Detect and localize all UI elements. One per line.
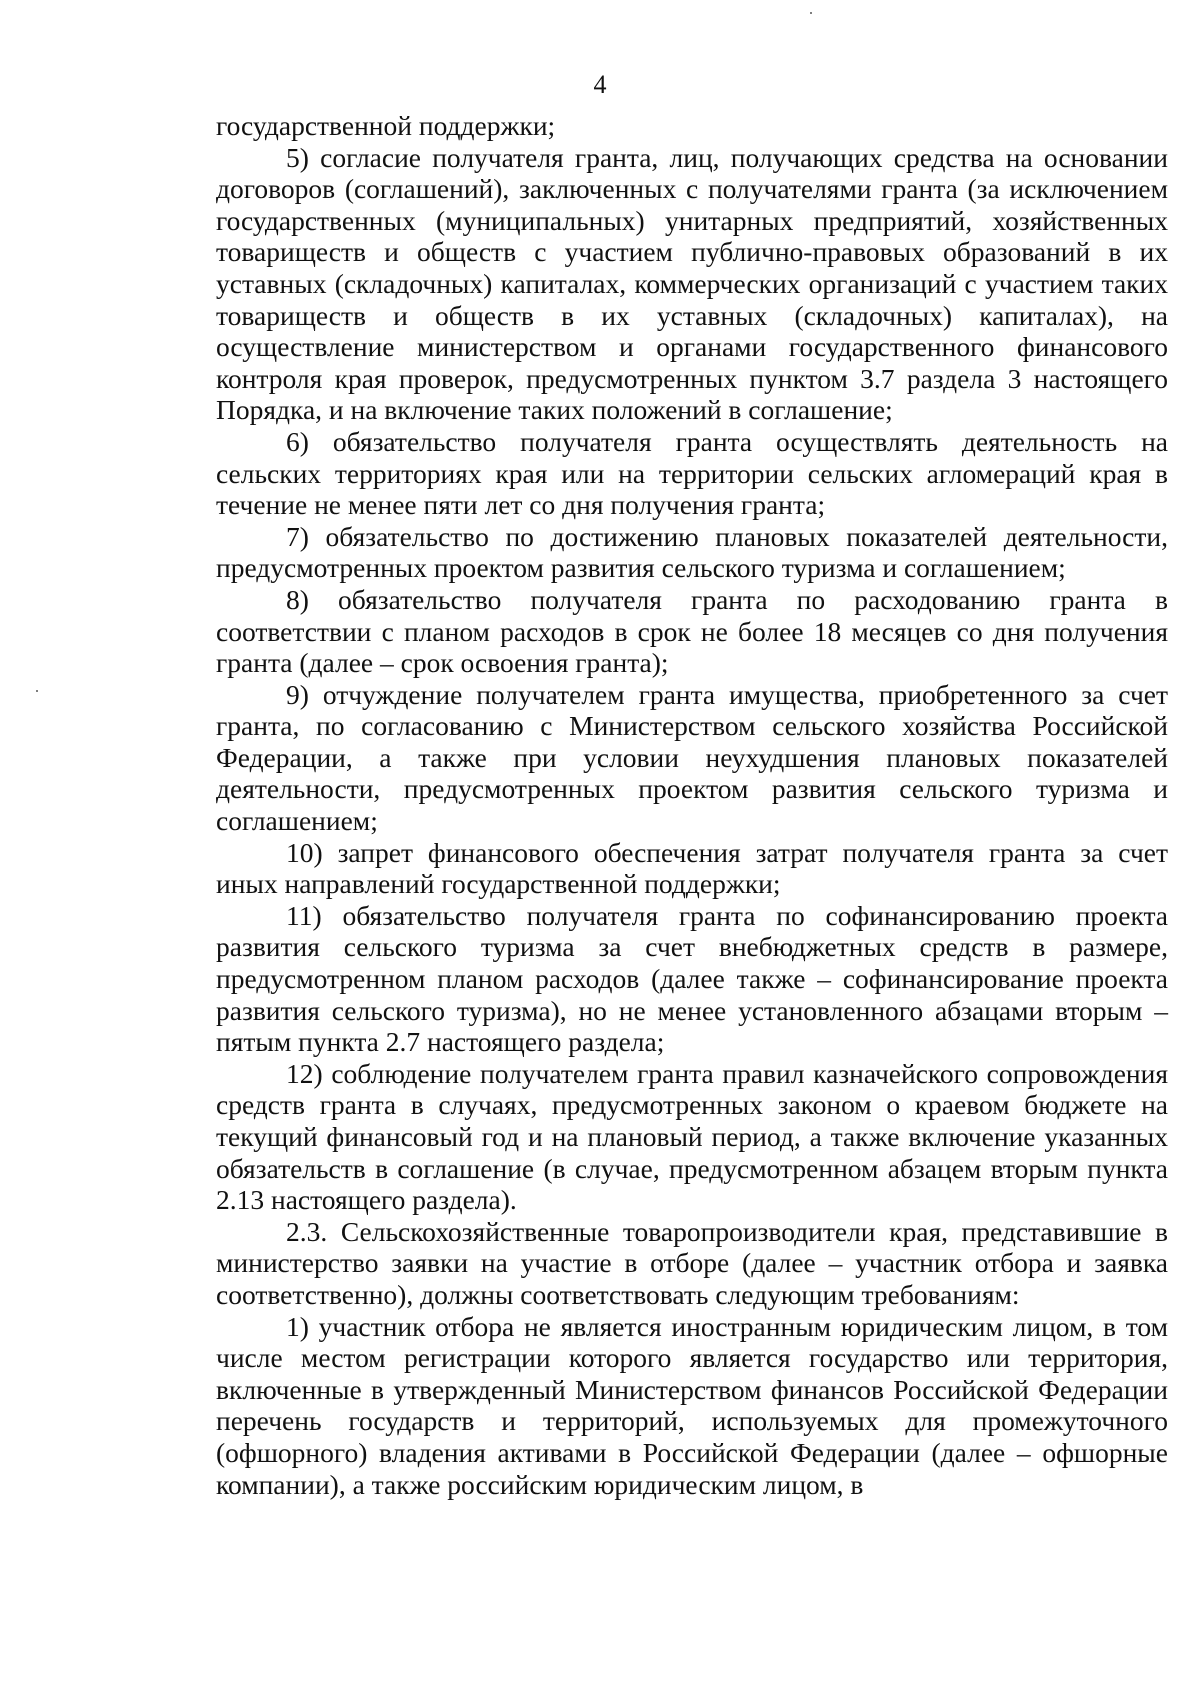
paragraph-item-12: 12) соблюдение получателем гранта правил казначейского сопровождения средств гранта в случаях, предусмотренных законом о краевом бюджете на текущий финансовый год и на плановый период, а также включение указанных обязательств в соглашение (в случае, предусмотренном абзацем вторым пункта 2.13 настоящего раздела). <box>216 1057 1168 1216</box>
paragraph-item-8: 8) обязательство получателя гранта по расходованию гранта в соответствии с планом расходов в срок не более 18 месяцев со дня получения гранта (далее – срок освоения гранта); <box>216 583 1168 679</box>
paragraph-item-10: 10) запрет финансового обеспечения затрат получателя гранта за счет иных направлений государственной поддержки; <box>216 836 1168 900</box>
paragraph-item-9: 9) отчуждение получателем гранта имущества, приобретенного за счет гранта, по согласованию с Министерством сельского хозяйства Российской Федерации, а также при условии неухудшения плановых показателей деятельности, предусмотренных проектом развития сельского туризма и соглашением; <box>216 678 1168 837</box>
scan-speck <box>36 690 38 692</box>
paragraph-section-2-3: 2.3. Сельскохозяйственные товаропроизводители края, представившие в министерство заявки на участие в отборе (далее – участник отбора и заявка соответственно), должны соответствовать следующим требованиям: <box>216 1215 1168 1310</box>
paragraph-continuation: государственной поддержки; <box>216 110 556 141</box>
paragraph-item-5: 5) согласие получателя гранта, лиц, получающих средства на основании договоров (соглашений), заключенных с получателями гранта (за исключением государственных (муниципальных) унитарных предприятий, хозяйственных товариществ и обществ с участием публично-правовых образований в их уставных (складочных) капиталах, коммерческих организаций с участием таких товариществ и обществ в их уставных (складочных) капиталах), на осуществление министерством и органами государственного финансового контроля края проверок, предусмотренных пунктом 3.7 раздела 3 настоящего Порядка, и на включение таких положений в соглашение; <box>216 141 1168 426</box>
paragraph-item-11: 11) обязательство получателя гранта по софинансированию проекта развития сельского туризма за счет внебюджетных средств в размере, предусмотренном планом расходов (далее также – софинансирование проекта развития сельского туризма), но не менее установленного абзацами вторым – пятым пункта 2.7 настоящего раздела; <box>216 899 1168 1058</box>
paragraph-item-6: 6) обязательство получателя гранта осуществлять деятельность на сельских территориях края или на территории сельских агломераций края в течение не менее пяти лет со дня получения гранта; <box>216 425 1168 521</box>
paragraph-requirement-1: 1) участник отбора не является иностранным юридическим лицом, в том числе местом регистрации которого является государство или территория, включенные в утвержденный Министерством финансов Российской Федерации перечень государств и территорий, используемых для промежуточного (офшорного) владения активами в Российской Федерации (далее – офшорные компании), а также российским юридическим лицом, в <box>216 1310 1168 1500</box>
document-body <box>216 110 1168 1500</box>
scan-speck <box>810 12 812 14</box>
paragraph-item-7: 7) обязательство по достижению плановых показателей деятельности, предусмотренных проектом развития сельского туризма и соглашением; <box>216 520 1168 584</box>
page-number: 4 <box>593 70 607 99</box>
